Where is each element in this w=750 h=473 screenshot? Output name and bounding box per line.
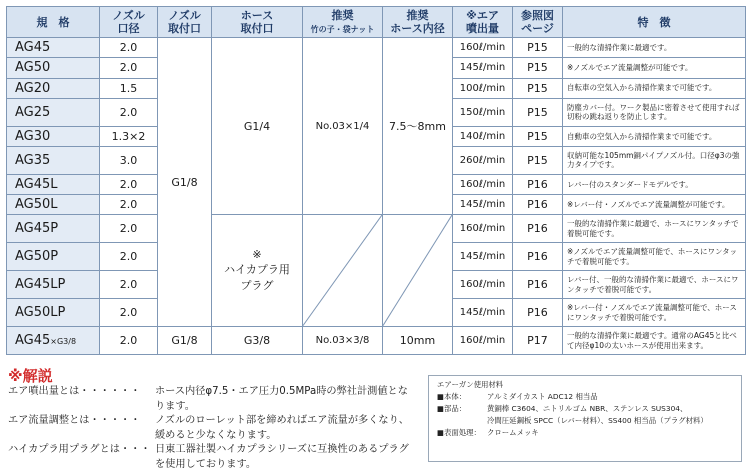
bore-cell: 1.3×2 xyxy=(100,126,158,146)
note-item xyxy=(8,414,418,443)
fitting-upper: No.03×1/4 xyxy=(303,38,383,215)
bore-cell: 2.0 xyxy=(100,243,158,271)
flow-cell: 145ℓ/min xyxy=(453,243,513,271)
table-row xyxy=(7,38,746,58)
header-feature: 特 徴 xyxy=(563,7,746,38)
table-row-g38 xyxy=(7,327,746,355)
notes-title: ※解説 xyxy=(8,367,53,385)
model-cell: AG50L xyxy=(7,195,100,215)
flow-cell: 145ℓ/min xyxy=(453,195,513,215)
note-desc: ホース内径φ7.5・エア圧力0.5MPa時の弊社計測値となります。 xyxy=(155,386,408,412)
materials-title: エアーガン使用材料 xyxy=(437,380,504,389)
header-nozzle-port: ノズル 取付口 xyxy=(158,7,212,38)
note-desc: 日東工器社製ハイカプラシリーズに互換性のあるプラグを使用しております。 xyxy=(155,444,409,470)
page-cell: P15 xyxy=(513,126,563,146)
notes-list xyxy=(8,385,418,473)
page-cell: P15 xyxy=(513,98,563,126)
feature-cell: 自転車の空気入から清掃作業まで可能です。 xyxy=(563,78,746,98)
material-row xyxy=(437,391,733,403)
model-cell: AG45L xyxy=(7,174,100,194)
spec-table xyxy=(6,6,746,355)
page-cell: P15 xyxy=(513,147,563,175)
model-cell: AG45 xyxy=(7,38,100,58)
feature-cell: ※レバー付・ノズルでエア流量調整可能で、ホースにワンタッチで着脱可能です。 xyxy=(563,299,746,327)
bore-cell: 2.0 xyxy=(100,215,158,243)
model-cell: AG20 xyxy=(7,78,100,98)
model-cell: AG45×G3/8 xyxy=(7,327,100,355)
feature-cell: ※ノズルでエア流量調整可能で、ホースにワンタッチで着脱可能です。 xyxy=(563,243,746,271)
feature-cell: ※ノズルでエア流量調整が可能です。 xyxy=(563,58,746,78)
header-hose-port: ホース 取付口 xyxy=(212,7,303,38)
material-row xyxy=(437,415,733,427)
page-cell: P16 xyxy=(513,243,563,271)
material-label: ■部品： xyxy=(437,404,467,413)
feature-cell: レバー付のスタンダードモデルです。 xyxy=(563,174,746,194)
header-page: 参照図 ページ xyxy=(513,7,563,38)
flow-cell: 160ℓ/min xyxy=(453,38,513,58)
page-cell: P16 xyxy=(513,299,563,327)
material-label: ■本体： xyxy=(437,392,467,401)
note-term: エア噴出量とは・・・・・・ xyxy=(8,386,141,397)
model-cell: AG50 xyxy=(7,58,100,78)
model-cell: AG25 xyxy=(7,98,100,126)
hose-cell: 10mm xyxy=(383,327,453,355)
hose-port-lower: ※ ハイカプラ用 プラグ xyxy=(212,215,303,327)
page-cell: P15 xyxy=(513,38,563,58)
header-row xyxy=(7,7,746,38)
page-cell: P15 xyxy=(513,78,563,98)
diagonal-line xyxy=(383,215,452,326)
hose-lower-empty xyxy=(383,215,453,327)
nozzle-port-merged: G1/8 xyxy=(158,38,212,327)
feature-cell: 一般的な清掃作業に最適です。通常のAG45と比べて内径φ10の太いホースが使用出来ます。 xyxy=(563,327,746,355)
flow-cell: 145ℓ/min xyxy=(453,299,513,327)
flow-cell: 100ℓ/min xyxy=(453,78,513,98)
flow-cell: 150ℓ/min xyxy=(453,98,513,126)
bore-cell: 2.0 xyxy=(100,299,158,327)
material-text: 冷間圧延鋼板 SPCC（レバー材料）、SS400 相当品（プラグ材料） xyxy=(487,416,708,425)
feature-cell: 自動車の空気入から清掃作業まで可能です。 xyxy=(563,126,746,146)
material-label xyxy=(437,415,487,427)
feature-cell: 一般的な清掃作業に最適です。 xyxy=(563,38,746,58)
page-cell: P16 xyxy=(513,174,563,194)
header-flow: ※エア 噴出量 xyxy=(453,7,513,38)
flow-cell: 160ℓ/min xyxy=(453,174,513,194)
flow-cell: 160ℓ/min xyxy=(453,271,513,299)
feature-cell: ※レバー付・ノズルでエア流量調整が可能です。 xyxy=(563,195,746,215)
model-cell: AG50P xyxy=(7,243,100,271)
page-cell: P16 xyxy=(513,195,563,215)
note-item xyxy=(8,385,418,414)
nozzle-port-cell: G1/8 xyxy=(158,327,212,355)
material-row xyxy=(437,427,733,439)
feature-cell: 一般的な清掃作業に最適で、ホースにワンタッチで着脱可能です。 xyxy=(563,215,746,243)
note-term: エア流量調整とは・・・・・ xyxy=(8,415,141,427)
bore-cell: 1.5 xyxy=(100,78,158,98)
note-item xyxy=(8,443,418,472)
model-cell: AG45P xyxy=(7,215,100,243)
materials-box xyxy=(428,375,742,462)
fitting-cell: No.03×3/8 xyxy=(303,327,383,355)
material-text: 黄銅棒 C3604、ニトリルゴム NBR、ステンレス SUS304、 xyxy=(487,404,688,413)
hose-upper: 7.5〜8mm xyxy=(383,38,453,215)
flow-cell: 145ℓ/min xyxy=(453,58,513,78)
bore-cell: 2.0 xyxy=(100,271,158,299)
page-cell: P16 xyxy=(513,215,563,243)
flow-cell: 160ℓ/min xyxy=(453,327,513,355)
table-row xyxy=(7,215,746,243)
header-model: 規 格 xyxy=(7,7,100,38)
feature-cell: 防塵カバー付。ワーク製品に密着させて使用すれば切粉の跳ね返りを防止します。 xyxy=(563,98,746,126)
bore-cell: 2.0 xyxy=(100,327,158,355)
material-row xyxy=(437,403,733,415)
page-cell: P17 xyxy=(513,327,563,355)
flow-cell: 260ℓ/min xyxy=(453,147,513,175)
diagonal-line xyxy=(303,215,382,326)
feature-cell: 収納可能な105mm銅パイプノズル付。口径φ3の強力タイプです。 xyxy=(563,147,746,175)
flow-cell: 140ℓ/min xyxy=(453,126,513,146)
material-label: ■表面処理： xyxy=(437,428,481,437)
note-desc: ノズルのローレット部を締めればエア流量が多くなり、緩めると少なくなります。 xyxy=(155,415,409,441)
header-recommended-fitting: 推奨 竹の子・袋ナット xyxy=(303,7,383,38)
feature-cell: レバー付、一般的な清掃作業に最適で、ホースにワンタッチで着脱可能です。 xyxy=(563,271,746,299)
bore-cell: 2.0 xyxy=(100,195,158,215)
bore-cell: 2.0 xyxy=(100,174,158,194)
hose-port-upper: G1/4 xyxy=(212,38,303,215)
bore-cell: 2.0 xyxy=(100,58,158,78)
flow-cell: 160ℓ/min xyxy=(453,215,513,243)
model-cell: AG45LP xyxy=(7,271,100,299)
fitting-lower-empty xyxy=(303,215,383,327)
bore-cell: 3.0 xyxy=(100,147,158,175)
material-text: アルミダイカスト ADC12 相当品 xyxy=(487,392,598,401)
material-text: クロームメッキ xyxy=(487,428,539,437)
model-cell: AG30 xyxy=(7,126,100,146)
note-term: ハイカプラ用プラグとは・・・ xyxy=(8,444,151,456)
bore-cell: 2.0 xyxy=(100,38,158,58)
bore-cell: 2.0 xyxy=(100,98,158,126)
header-recommended-hose: 推奨 ホース内径 xyxy=(383,7,453,38)
model-cell: AG50LP xyxy=(7,299,100,327)
hose-port-cell: G3/8 xyxy=(212,327,303,355)
header-nozzle-bore: ノズル 口径 xyxy=(100,7,158,38)
page-cell: P16 xyxy=(513,271,563,299)
model-cell: AG35 xyxy=(7,147,100,175)
page-cell: P15 xyxy=(513,58,563,78)
